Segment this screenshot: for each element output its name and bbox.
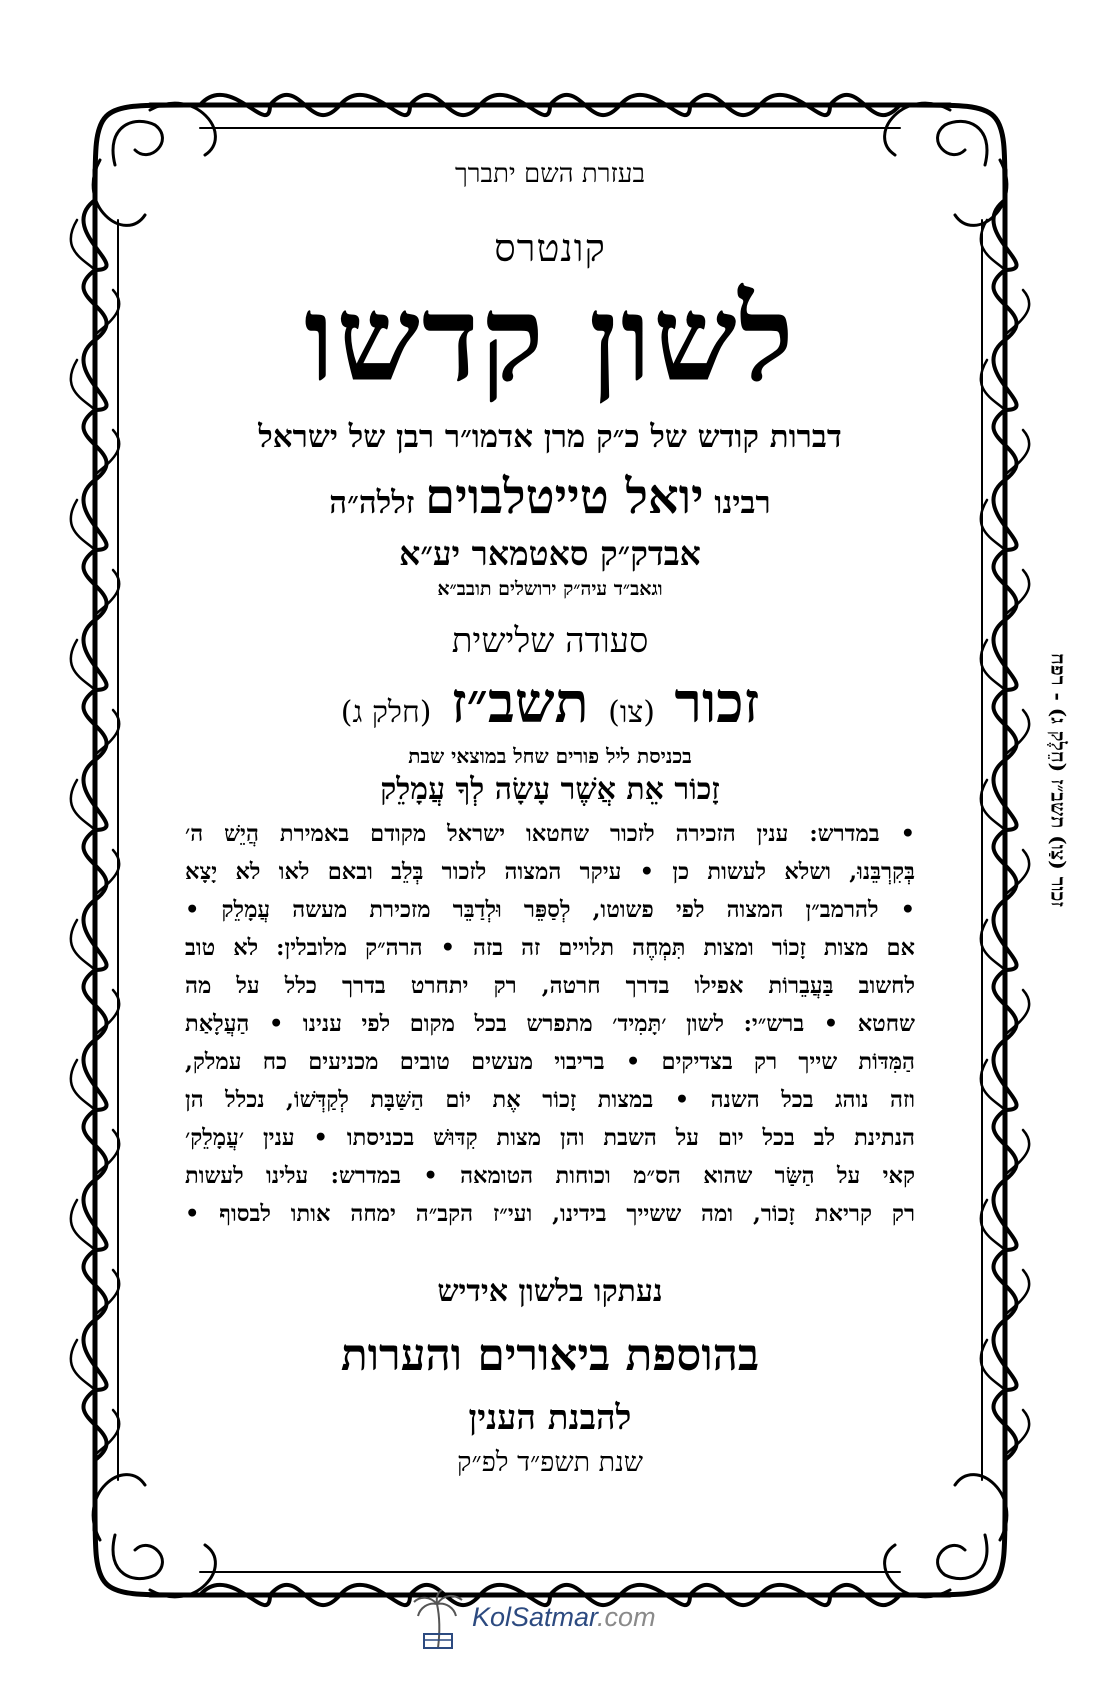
author-prefix: רבינו — [714, 484, 771, 521]
site-brand: KolSatmar — [472, 1602, 598, 1632]
summary-line: הַמִּדּוֹת שייך רק בצדיקים • בריבוי מעשים טובים מכניעים כח עמלק, — [185, 1048, 915, 1075]
palm-tree-icon — [410, 1588, 466, 1652]
border-flourish — [93, 160, 145, 225]
author-name: יואל טייטלבוים — [425, 468, 704, 525]
summary-line: • במדרש: ענין הזכירה לזכור שחטאו ישראל מקודם באמירת הֲיֵשׁ ה׳ — [185, 820, 915, 847]
parsha-sub: (צו) — [608, 695, 655, 731]
site-domain: .com — [597, 1602, 656, 1632]
author-title: אבדק״ק סאטמאר יע״א — [399, 533, 701, 573]
site-name — [472, 1602, 656, 1633]
side-caption: זכור (צַו) תשב״ז (חֵלֶק ג) - רפח — [1046, 652, 1071, 908]
publication-year: שנת תשפ״ד לפ״ק — [457, 1446, 643, 1478]
border-flourish — [113, 1535, 162, 1579]
addition-note: בהוספת ביאורים והערות — [340, 1330, 760, 1382]
border-flourish — [938, 121, 987, 165]
translation-note: נעתקו בלשון אידיש — [437, 1273, 663, 1309]
border-flourish — [955, 160, 1007, 225]
border-flourish — [938, 1535, 987, 1579]
blessing-line: בעזרת השם יתברך — [455, 159, 645, 189]
parsha-name: זכור — [674, 670, 760, 737]
parsha-year: תשב״ז — [450, 670, 589, 737]
summary-line: רק קריאת זָכוֹר, ומה ששייך בידינו, ועי״ז הקב״ה ימחה אותו לבסוף • — [185, 1200, 915, 1227]
summary-paragraph — [185, 815, 915, 1233]
summary-line: שחטא • ברש״י: לשון ׳תָּמִיד׳ מתפרש בכל מקום לפי ענינו • הַעֲלָאַת — [185, 1010, 915, 1037]
summary-line: בְּקִרְבֵּנוּ, ושלא לעשות כן • עיקר המצוה לזכור בְּלֵב ובאם לאו לא יָצָא — [185, 858, 915, 885]
summary-line: קאי על הַשַּׂר שהוא הס״מ וכוחות הטומאה • במדרש: עלינו לעשות — [185, 1162, 915, 1189]
border-flourish — [955, 1475, 1007, 1540]
border-flourish — [113, 121, 162, 165]
border-flourish — [915, 105, 1005, 195]
border-flourish — [915, 1505, 1005, 1595]
summary-line: • להרמב״ן המצוה לפי פשוטו, לְסַפֵּר וּלְדַבֵּר מזכירת מעשה עֲמָלֵק • — [185, 896, 915, 923]
kolsatmar-logo[interactable] — [410, 1588, 690, 1658]
border-flourish — [95, 1505, 185, 1595]
summary-line: לחשוב בַּעֲבֵרוֹת אפילו בדרך חרטה, רק יתחרט בדרך כלל על מה — [185, 972, 915, 999]
main-title: לשון קדשו — [304, 269, 796, 408]
occasion-label: סעודה שלישית — [451, 620, 649, 661]
summary-line: וזה נוהג בכל השנה • במצות זָכוֹר אֶת יוֹם הַשַּׁבָּת לְקַדְּשׁוֹ, נכלל הן — [185, 1086, 915, 1113]
understanding-note: להבנת הענין — [468, 1398, 632, 1439]
occasion-detail: בכניסת ליל פורים שחל במוצאי שבת — [408, 744, 692, 769]
verse: זָכוֹר אֵת אֲשֶׁר עָשָׂה לְךָ עֲמָלֵק — [380, 772, 720, 808]
parsha-part: (חלק ג) — [340, 695, 432, 731]
border-flourish — [95, 105, 185, 195]
author-line — [175, 467, 925, 527]
author-suffix: זללה״ה — [329, 484, 415, 521]
kuntres-label: קונטרס — [494, 225, 606, 270]
title-page — [175, 150, 925, 1570]
summary-line: הנתינת לב בכל יום על השבת והן מצות קִדּוּשׁ בכניסתו • ענין ׳עֲמָלֵק׳ — [185, 1124, 915, 1151]
border-flourish — [93, 1475, 145, 1540]
parsha-title — [175, 668, 925, 738]
author-subtitle: דברות קודש של כ״ק מרן אדמו״ר רבן של ישראל — [258, 418, 842, 455]
summary-line: אם מצות זָכוֹר ומצות תִּמְחֶה תלויים זה בזה • הרה״ק מלובלין: לא טוב — [185, 934, 915, 961]
author-secondary-title: וגאב״ד עיה״ק ירושלים תובב״א — [437, 577, 663, 600]
